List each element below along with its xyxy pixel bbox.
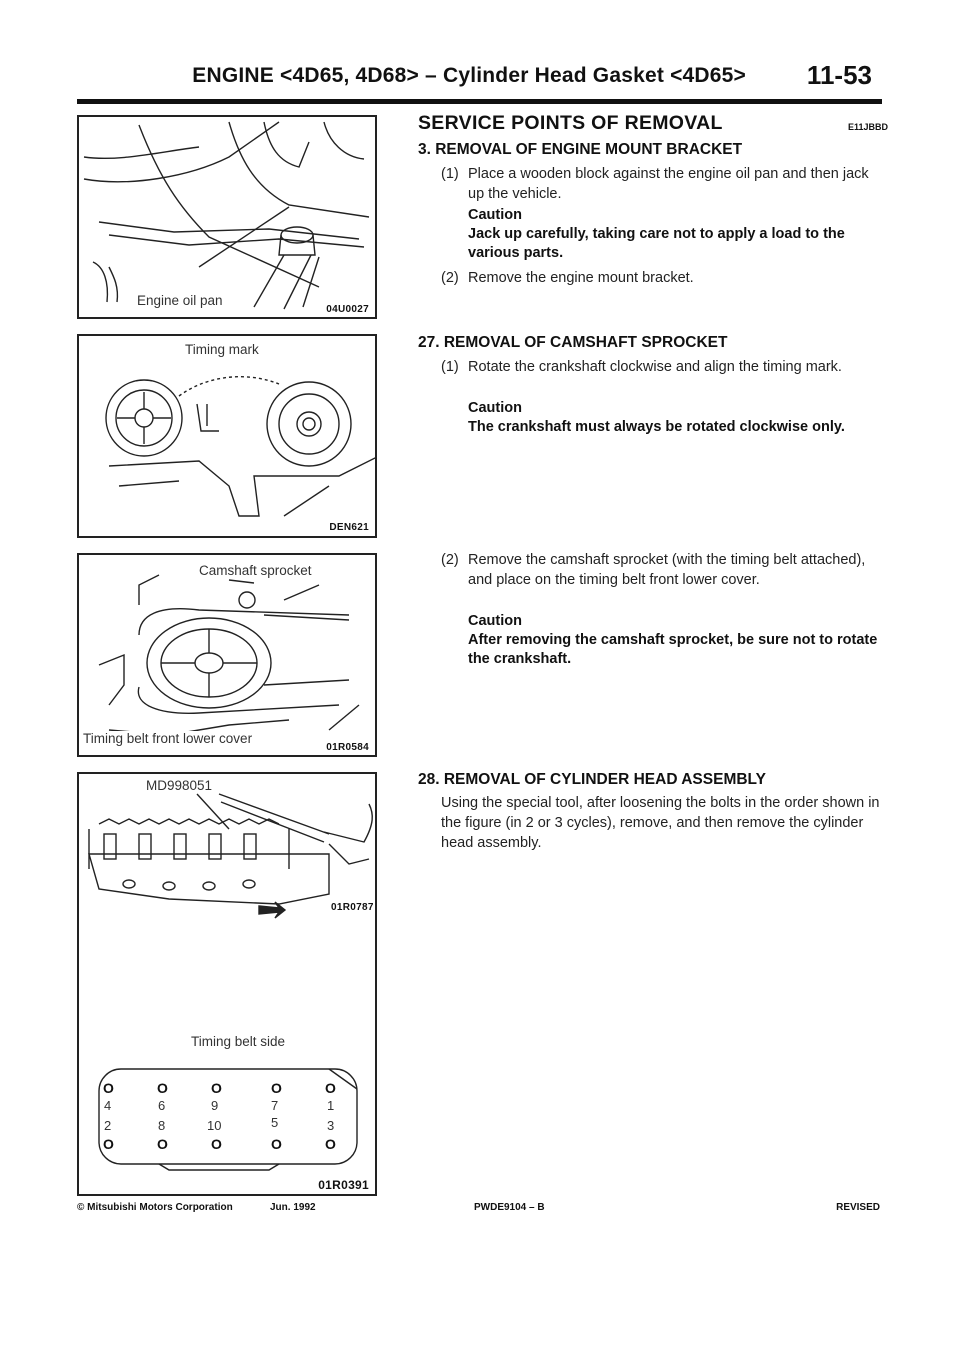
bolt-number: 2 xyxy=(104,1118,112,1133)
footer-copyright: © Mitsubishi Motors Corporation xyxy=(77,1202,233,1213)
footer-status: REVISED xyxy=(836,1202,880,1213)
caution-text: The crankshaft must always be rotated clockwise only. xyxy=(468,419,845,435)
bolt-circle: O xyxy=(157,1136,168,1152)
figure-code: 01R0391 xyxy=(318,1178,369,1192)
caution-label: Caution xyxy=(468,207,522,223)
bolt-number: 3 xyxy=(327,1118,335,1133)
bolt-circle: O xyxy=(271,1080,282,1096)
step-text: Remove the engine mount bracket. xyxy=(468,270,694,286)
figure-label-timing-mark: Timing mark xyxy=(185,342,259,357)
figure-label-engine-oil-pan: Engine oil pan xyxy=(137,293,223,308)
figure-label-camshaft-sprocket: Camshaft sprocket xyxy=(199,563,312,578)
bolt-number: 7 xyxy=(271,1098,279,1113)
caution-label: Caution xyxy=(468,400,522,416)
step xyxy=(441,550,881,590)
bolt-circle: O xyxy=(103,1080,114,1096)
step-text: Remove the camshaft sprocket (with the timing belt attached), and place on the timing belt front lower cover. xyxy=(468,552,866,588)
caution-text: Jack up carefully, taking care not to apply a load to the various parts. xyxy=(468,226,845,261)
bolt-sequence-diagram xyxy=(103,1074,353,1164)
footer-doc-code: PWDE9104 – B xyxy=(474,1202,545,1213)
bolt-number: 8 xyxy=(158,1118,166,1133)
footer-date: Jun. 1992 xyxy=(270,1202,316,1213)
step-text: Rotate the crankshaft clockwise and align the timing mark. xyxy=(468,359,842,375)
bolt-circle: O xyxy=(103,1136,114,1152)
bolt-number: 6 xyxy=(158,1098,166,1113)
step xyxy=(441,357,881,377)
header-divider xyxy=(77,99,882,104)
heading-cylinder-head-assembly: 28. REMOVAL OF CYLINDER HEAD ASSEMBLY xyxy=(418,771,766,788)
figure-cylinder-head-bolts xyxy=(77,772,377,1196)
bolt-circle: O xyxy=(271,1136,282,1152)
camshaft-sprocket-illustration xyxy=(79,555,375,755)
bolt-circle: O xyxy=(211,1136,222,1152)
step-number: (1) xyxy=(441,166,459,182)
step-number: (2) xyxy=(441,552,459,568)
heading-engine-mount-bracket: 3. REMOVAL OF ENGINE MOUNT BRACKET xyxy=(418,141,743,158)
tool-label: MD998051 xyxy=(146,778,213,793)
bolt-number: 9 xyxy=(211,1098,219,1113)
figure-code: DEN621 xyxy=(329,522,369,533)
caution-label: Caution xyxy=(468,613,522,629)
figure-engine-oil-pan xyxy=(77,115,377,319)
step xyxy=(441,268,881,288)
step-number: (1) xyxy=(441,359,459,375)
caution-text: After removing the camshaft sprocket, be sure not to rotate the crankshaft. xyxy=(468,632,878,667)
step-number: (2) xyxy=(441,270,459,286)
page-header-title: ENGINE <4D65, 4D68> – Cylinder Head Gasket <4D65> xyxy=(192,64,746,87)
engine-oil-pan-illustration xyxy=(79,117,375,317)
step-text: Place a wooden block against the engine oil pan and then jack up the vehicle. xyxy=(468,166,869,202)
bolt-number: 1 xyxy=(327,1098,335,1113)
section-title: SERVICE POINTS OF REMOVAL xyxy=(418,112,723,134)
bolt-circle: O xyxy=(325,1080,336,1096)
timing-belt-side-label: Timing belt side xyxy=(191,1034,286,1049)
bolt-circle: O xyxy=(325,1136,336,1152)
bolt-number: 5 xyxy=(271,1115,279,1130)
figure-timing-mark xyxy=(77,334,377,538)
bolt-circle: O xyxy=(157,1080,168,1096)
paragraph: Using the special tool, after loosening the bolts in the order shown in the figure (in 2 or 3 cycles), remove, and then remove the cylinder head assembly. xyxy=(441,795,880,851)
figure-code: 04U0027 xyxy=(326,304,369,315)
page-number: 11-53 xyxy=(806,60,872,90)
step xyxy=(441,164,881,204)
bolt-number: 10 xyxy=(207,1118,222,1133)
figure-code: 01R0787 xyxy=(331,902,374,913)
heading-camshaft-sprocket: 27. REMOVAL OF CAMSHAFT SPROCKET xyxy=(418,334,728,351)
section-code: E11JBBD xyxy=(848,122,889,132)
figure-camshaft-sprocket xyxy=(77,553,377,757)
timing-mark-illustration xyxy=(79,336,375,536)
bolt-number: 4 xyxy=(104,1098,112,1113)
bolt-circle: O xyxy=(211,1080,222,1096)
figure-label-timing-belt-front-lower-cover: Timing belt front lower cover xyxy=(83,731,253,746)
figure-code: 01R0584 xyxy=(326,742,369,753)
